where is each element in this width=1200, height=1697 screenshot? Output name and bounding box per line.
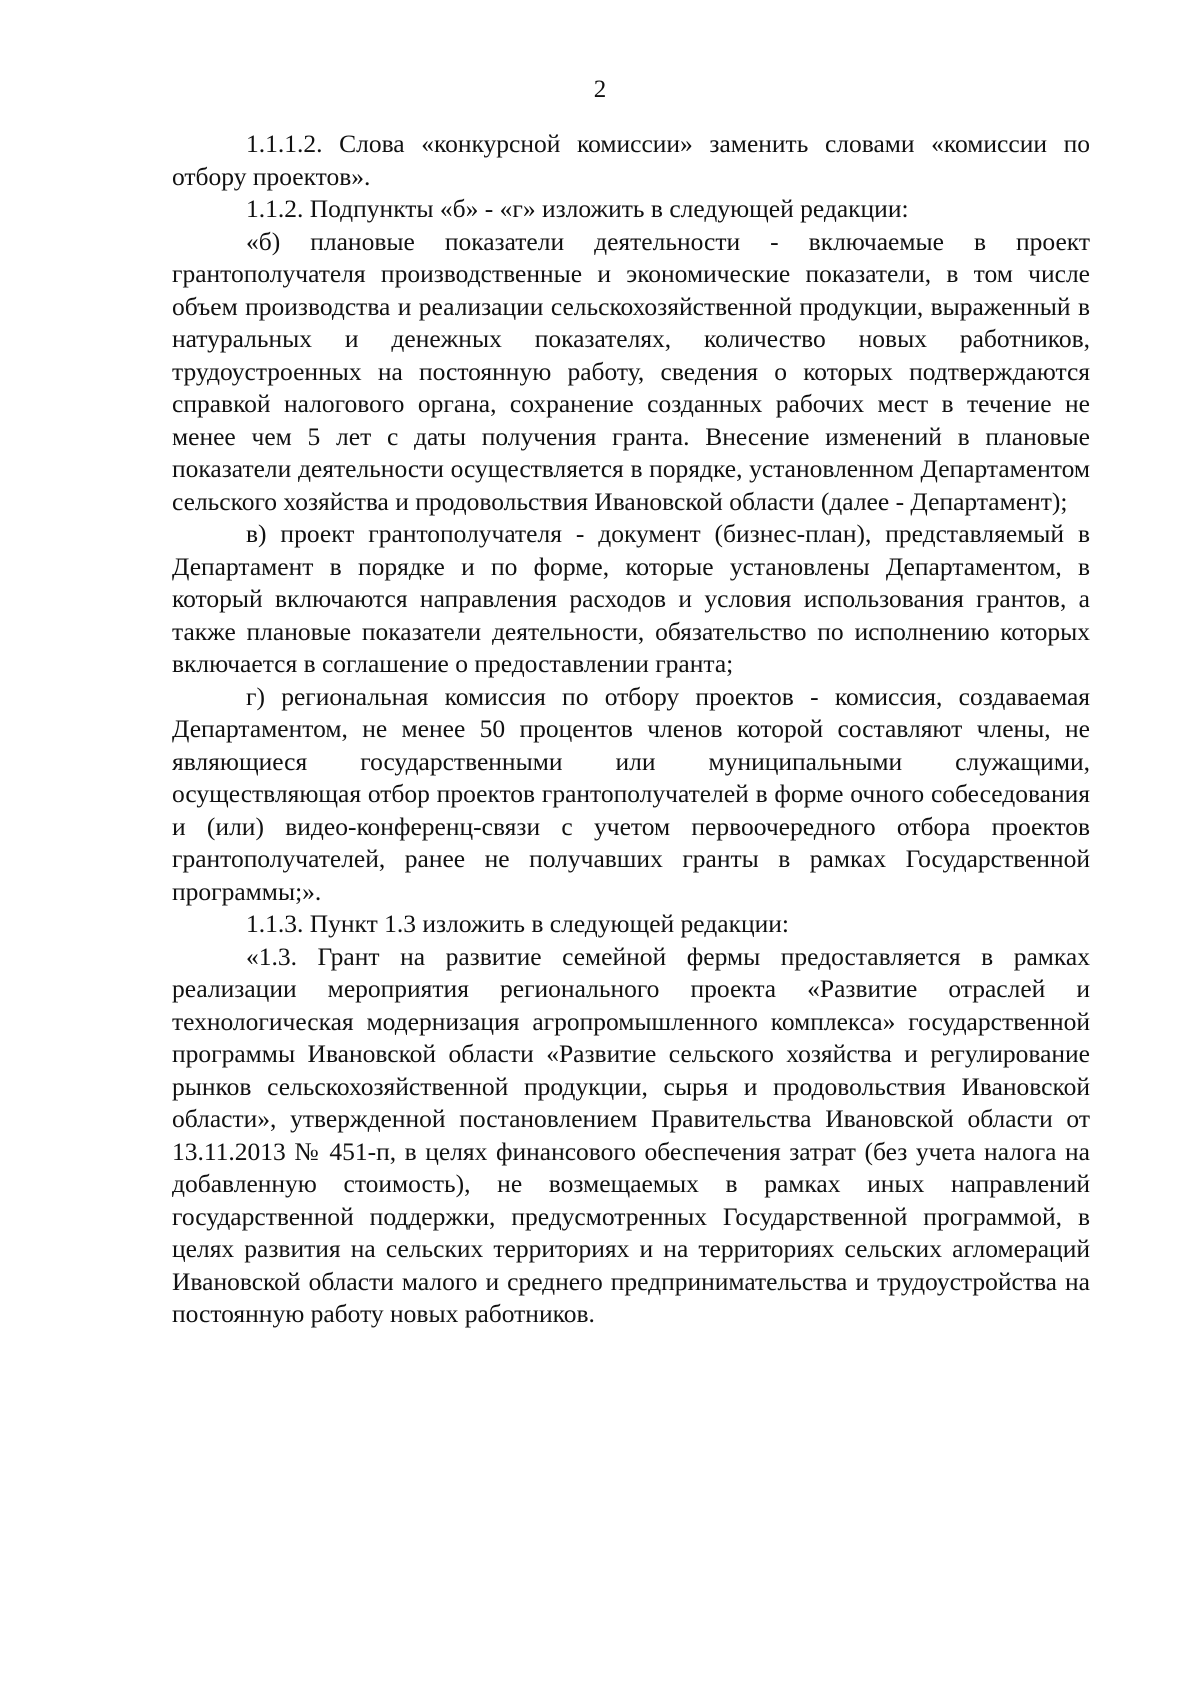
paragraph-1-1-2: 1.1.2. Подпункты «б» - «г» изложить в следующей редакции: xyxy=(246,194,909,223)
paragraph-subitem-v: в) проект грантополучателя - документ (бизнес-план), представляемый в Департамент в порядке и по форме, которые установлены Департаментом, в который включаются направления расходов и условия использования грантов, а также плановые показатели деятельности, обязательство по исполнению которых включается в соглашение о предоставлении гранта; xyxy=(172,519,1090,678)
paragraph-subitem-b: «б) плановые показатели деятельности - включаемые в проект грантополучателя производственные и экономические показатели, в том числе объем производства и реализации сельскохозяйственной продукции, выраженный в натуральных и денежных показателях, количество новых работников, трудоустроенных на постоянную работу, сведения о которых подтверждаются справкой налогового органа, сохранение созданных рабочих мест в течение не менее чем 5 лет с даты получения гранта. Внесение изменений в плановые показатели деятельности осуществляется в порядке, установленном Департаментом сельского хозяйства и продовольствия Ивановской области (далее - Департамент); xyxy=(172,226,1090,516)
document-body xyxy=(172,128,1090,1331)
page-number: 2 xyxy=(593,76,607,103)
paragraph-1-1-1-2: 1.1.1.2. Слова «конкурсной комиссии» заменить словами «комиссии по отбору проектов». xyxy=(172,129,1090,191)
paragraph-subitem-g: г) региональная комиссия по отбору проектов - комиссия, создаваемая Департаментом, не менее 50 процентов членов которой составляют члены, не являющиеся государственными или муниципальными служащими, осуществляющая отбор проектов грантополучателей в форме очного собеседования и (или) видео-конференц-связи с учетом первоочередного отбора проектов грантополучателей, ранее не получавших гранты в рамках Государственной программы;». xyxy=(172,681,1090,906)
paragraph-1-1-3: 1.1.3. Пункт 1.3 изложить в следующей редакции: xyxy=(246,909,789,938)
paragraph-1-3: «1.3. Грант на развитие семейной фермы предоставляется в рамках реализации мероприятия регионального проекта «Развитие отраслей и технологическая модернизация агропромышленного комплекса» государственной программы Ивановской области «Развитие сельского хозяйства и регулирование рынков сельскохозяйственной продукции, сырья и продовольствия Ивановской области», утвержденной постановлением Правительства Ивановской области от 13.11.2013 № 451-п, в целях финансового обеспечения затрат (без учета налога на добавленную стоимость), не возмещаемых в рамках иных направлений государственной поддержки, предусмотренных Государственной программой, в целях развития на сельских территориях и на территориях сельских агломераций Ивановской области малого и среднего предпринимательства и трудоустройства на постоянную работу новых работников. xyxy=(172,941,1090,1328)
